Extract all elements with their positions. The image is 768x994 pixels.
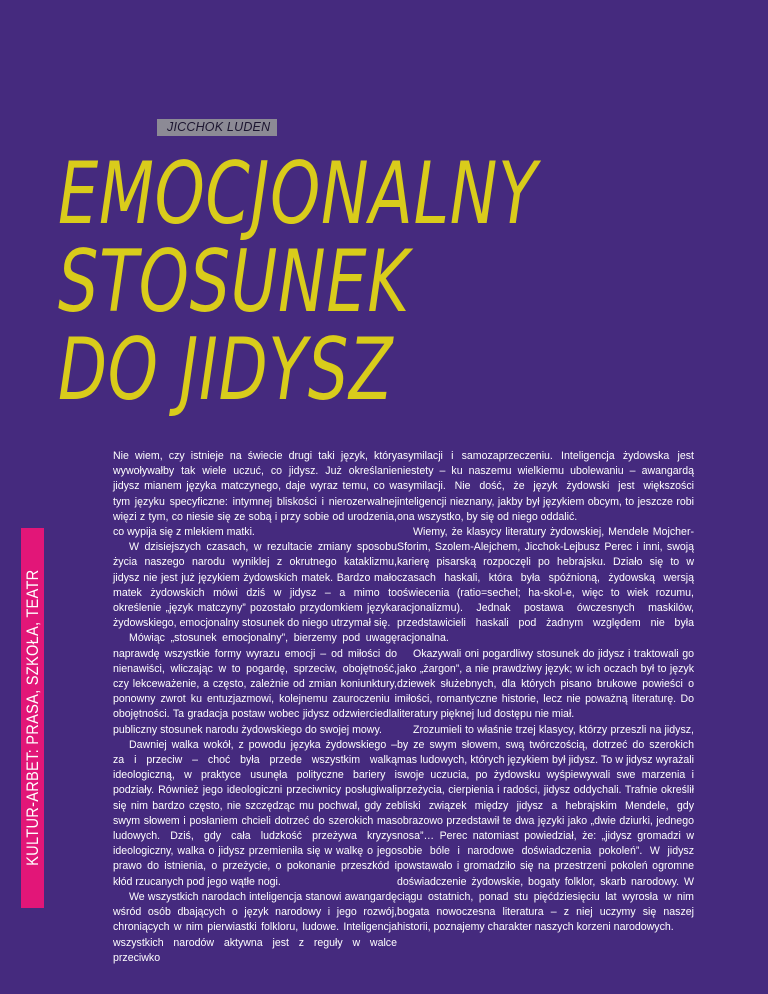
paragraph: We wszystkich narodach inteligencja stanowi awangardę wśród osób dbających o język narodowy i jego rozwój, chroniących w nim pierwiastki folkloru, ludowe. Inteligencja wszystkich narodów aktywna jest z reguły w walce przeciwko (113, 890, 397, 964)
author-badge: JICCHOK LUDEN (157, 119, 277, 136)
section-label-text: KULTUR-ARBET: PRASA, SZKOŁA, TEATR (23, 569, 42, 867)
title-line-3: DO JIDYSZ (58, 320, 394, 420)
paragraph: W dzisiejszych czasach, w rezultacie zmiany sposobu życia naszego narodu wyniklej z okrutnego kataklizmu, jidysz nie jest już językiem żydowskich matek. Bardzo mało matek żydowskich mówi dziś w jidysz – a mimo to określenie „język matczyny” pozostało przydomkiem języka żydowskiego, emocjonalny stosunek do niego utrzymał się. (113, 541, 397, 630)
paragraph: Wiemy, że klasycy literatury żydowskiej, Mendele Mojcher-Sforim, Szolem-Alejchem, Jicchok-Lejbusz Perec i inni, swoją karierę pisarską rozpoczęli po hebrajsku. Działo się to w czasach haskali, która była spóźnioną, żydowską wersją oświecenia (ratio=sechel; ha-skol-e, więc to wiek rozumu, racjonalizmu). Jednak postawa ówczesnych maskilów, przedstawicieli haskali pod żadnym względem nie była racjonalna. (397, 526, 694, 645)
article-title (58, 144, 538, 420)
body-column-left (113, 449, 397, 966)
paragraph: Zrozumieli to właśnie trzej klasycy, którzy przeszli na jidysz, by ze swym słowem, swą twórczością, dotrzeć do szerokich mas ludowych, których językiem był jidysz. To w jidysz wyrażali swoje uczucia, po żydowsku wyśpiewywali swe marzenia i przeżycia, cierpienia i radości, jidysz oddychali. Trafnie określił bliski związek między jidysz a hebrajskim Mendele, gdy obrazowo przedstawił te dwa języki jako „dwie dziurki, jednego nosa”… Perec natomiast powiedział, że: „jidysz gromadzi w sobie bóle i narodowe doświadczenia pokoleń”. W jidysz powstawało i gromadziło się na przestrzeni pokoleń ogromne doświadczenie żydowskie, bogaty folklor, skarb narodowy. W ciągu ostatnich, ponad stu pięćdziesięciu lat wyrosła w nim bogata nowoczesna literatura – z niej uczymy się naszej historii, poznajemy charakter naszych korzeni narodowych. (397, 723, 694, 934)
paragraph: Dawniej walka wokół, z powodu języka żydowskiego – za i przeciw – choć była przede wszystkim walką ideologiczną, w praktyce usunęła polityczne bariery i podziały. Również jego ideologiczni przeciwnicy posługiwali się nim bardzo często, nie szczędząc mu pochwał, gdy ze swym słowem i posłaniem chcieli dotrzeć do szerokich mas ludowych. Dziś, gdy cała ludzkość przeżywa kryzys ideologiczny, walka o jidysz przemieniła się w walkę o jego prawo do istnienia, o przeżycie, o pokonanie przeszkód i kłód rzucanych pod jego wątłe nogi. (113, 738, 397, 888)
paragraph: Mówiąc „stosunek emocjonalny”, bierzemy pod uwagę naprawdę wszystkie formy wyrazu emocji – od miłości do nienawiści, wliczając w to pogardę, sprzeciw, obojętność, czy lekceważenie, a często, zależnie od zmian koniunktury, ponowny zwrot ku entuzjazmowi, kolejnemu zauroczeniu i obojętności. Ta gradacja postaw wobec jidysz odzwierciedla publiczny stosunek narodu żydowskiego do swojej mowy. (113, 632, 397, 736)
paragraph: Okazywali oni pogardliwy stosunek do jidysz i traktowali go jako „żargon”, a nie prawdziwy język; w ich oczach był to język dziewek służebnych, dla których pisano brukowe powieści o miłości, romantyczne historie, lecz nie poważną literaturę. Do literatury pięknej lud dostępu nie miał. (397, 647, 694, 721)
paragraph: Nie wiem, czy istnieje na świecie drugi taki język, który wywoływałby tak wiele uczuć, co jidysz. Już określanie jidysz mianem języka matczynego, daje wyraz temu, co w tym języku specyficzne: intymnej bliskości i nierozerwalnej więzi z tym, co niesie się ze sobą i przy sobie od urodzenia, co wypija się z mlekiem matki. (113, 450, 397, 539)
title-line-2: STOSUNEK (58, 232, 410, 332)
paragraph: asymilacji i samozaprzeczeniu. Inteligencja żydowska jest niestety – ku naszemu wielkiemu ubolewaniu – awangardą asymilacji. Nie dość, że język żydowski jest większości inteligencji nieznany, jakby był językiem obcym, to jeszcze robi ona wszystko, by się od niego oddalić. (397, 450, 694, 523)
section-label (21, 528, 44, 908)
title-line-1: EMOCJONALNY (58, 144, 538, 244)
body-column-right (397, 449, 694, 936)
section-label-bar (21, 528, 44, 908)
